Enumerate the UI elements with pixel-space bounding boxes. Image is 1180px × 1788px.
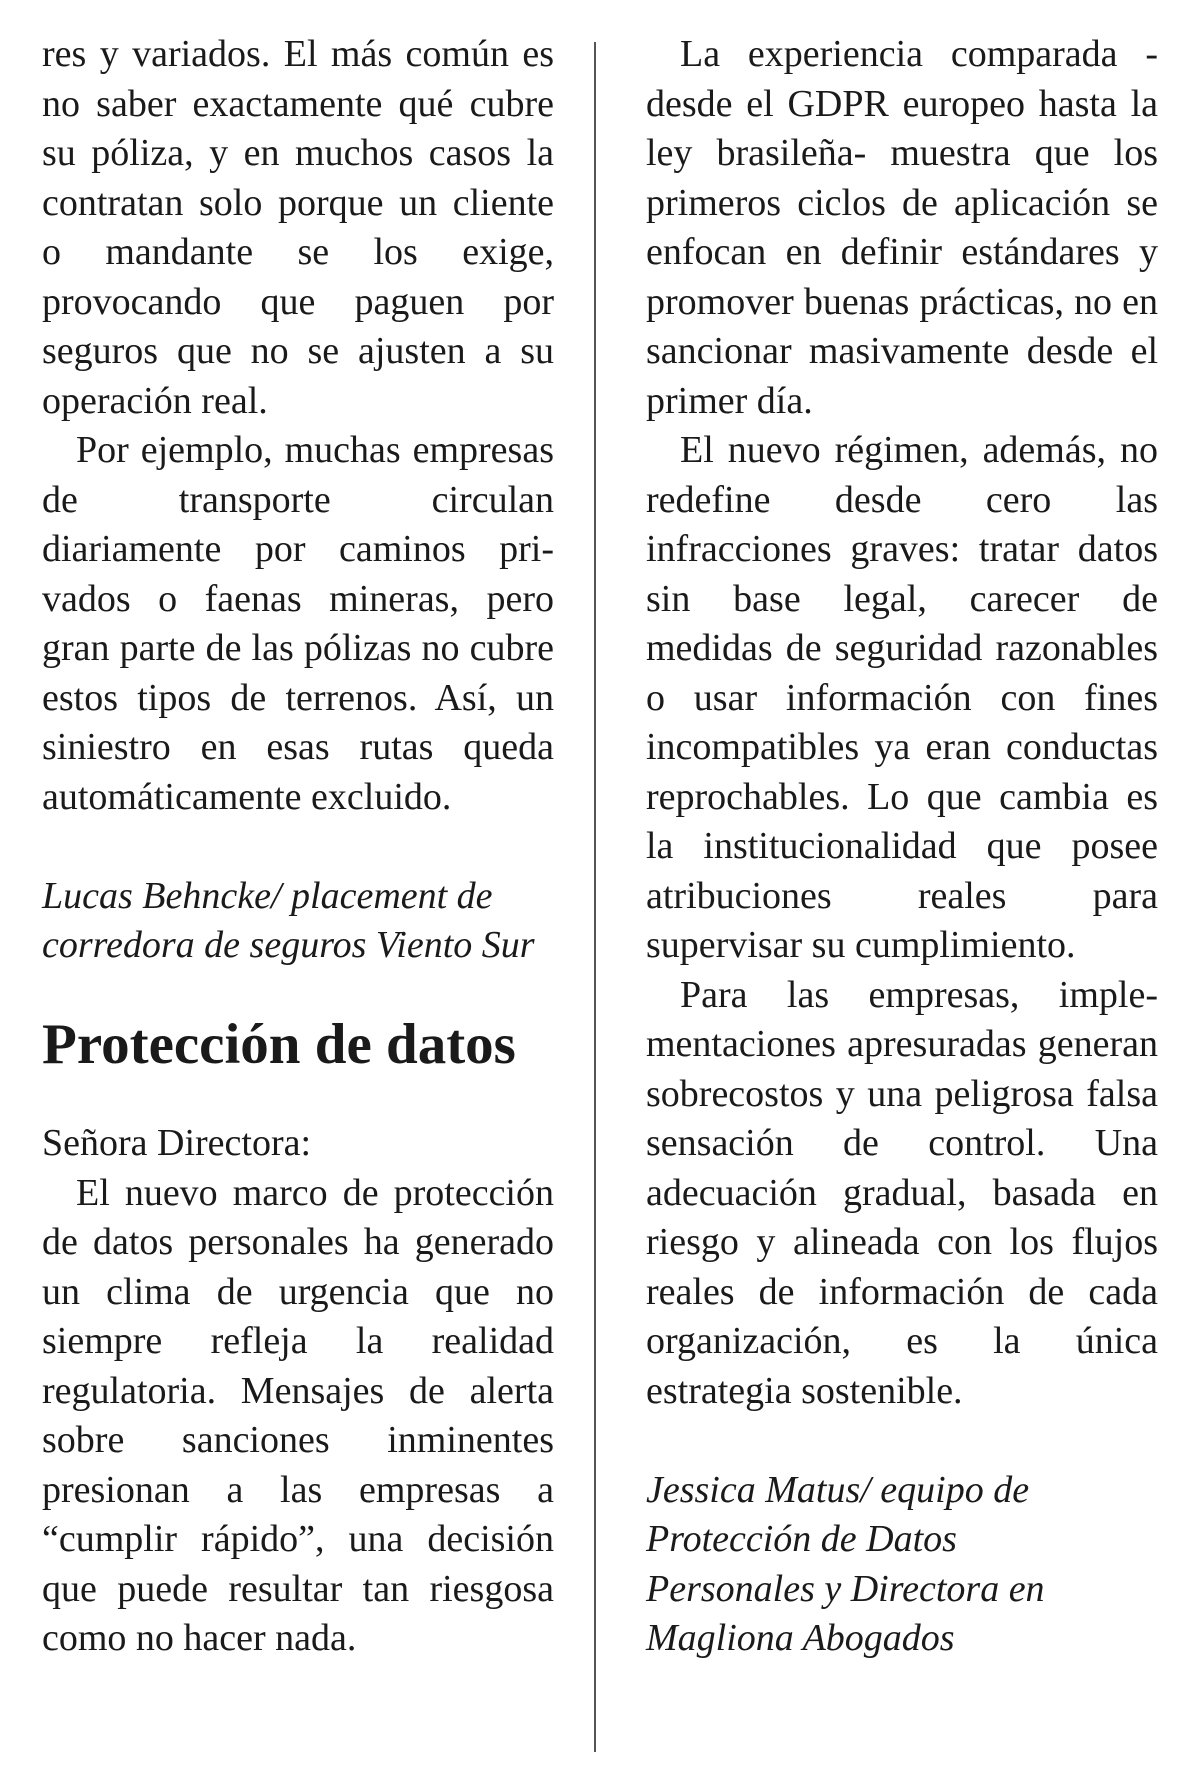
continuation-paragraph: res y variados. El más común es no saber exactamente qué cubre su póliza, y en muchos casos la contratan solo porque un cliente o mandante se los exige, provocando que paguen por seguros que no se ajusten a su operación real. [42, 33, 554, 422]
spacer [42, 1070, 554, 1120]
letter-heading: Protección de datos [42, 1013, 516, 1076]
signature-line: Magliona Abogados [646, 1617, 955, 1659]
signature-line: Protección de Datos [646, 1518, 957, 1560]
right-column [646, 30, 1158, 1664]
spacer [42, 822, 554, 872]
letter-paragraph: El nuevo régimen, además, no redefine desde cero las infracciones graves: tratar datos sin base legal, carecer de medidas de seguridad razonables o usar información con fines incompatibles ya eran conductas reprochables. Lo que cambia es la institucionalidad que posee atribuciones reales para supervisar su cumplimiento. [646, 429, 1158, 966]
salutation: Señora Directora: [42, 1122, 312, 1164]
letter-paragraph: El nuevo marco de protección de datos personales ha generado un clima de urgencia que no siempre refleja la realidad regulatoria. Mensajes de alerta sobre sanciones inminentes presionan a las empresas a “cumplir rápido”, una decisión que puede resultar tan riesgosa como no hacer nada. [42, 1171, 554, 1659]
spacer [646, 1416, 1158, 1466]
signature-line: corredora de seguros Viento Sur [42, 924, 535, 966]
left-column [42, 30, 554, 1664]
column-divider [594, 42, 596, 1752]
signature-line: Jessica Matus/ equipo de [646, 1468, 1030, 1511]
signature-lucas-behncke [42, 872, 554, 971]
signature-jessica-matus [646, 1466, 1158, 1664]
signature-line: Personales y Directora en [646, 1567, 1045, 1610]
letter-paragraph: Para las empresas, implementaciones apresuradas generan sobrecostos y una peligrosa falsa sensación de control. Una adecuación gradual, basada en riesgo y alineada con los flujos reales de información de cada organización, es la única estrategia sostenible. [646, 973, 1158, 1412]
example-paragraph: Por ejemplo, muchas empresas de transporte circulan diariamente por caminos privados o faenas mineras, pero gran parte de las pólizas no cubre estos tipos de terrenos. Así, un siniestro en esas rutas queda automáticamente excluido. [42, 429, 554, 818]
signature-line: Lucas Behncke/ placement de [42, 874, 493, 917]
letter-paragraph: La experiencia comparada -desde el GDPR europeo hasta la ley brasileña- muestra que los primeros ciclos de aplicación se enfocan en definir estándares y promover buenas prácticas, no en sancionar masivamente desde el primer día. [646, 33, 1158, 422]
